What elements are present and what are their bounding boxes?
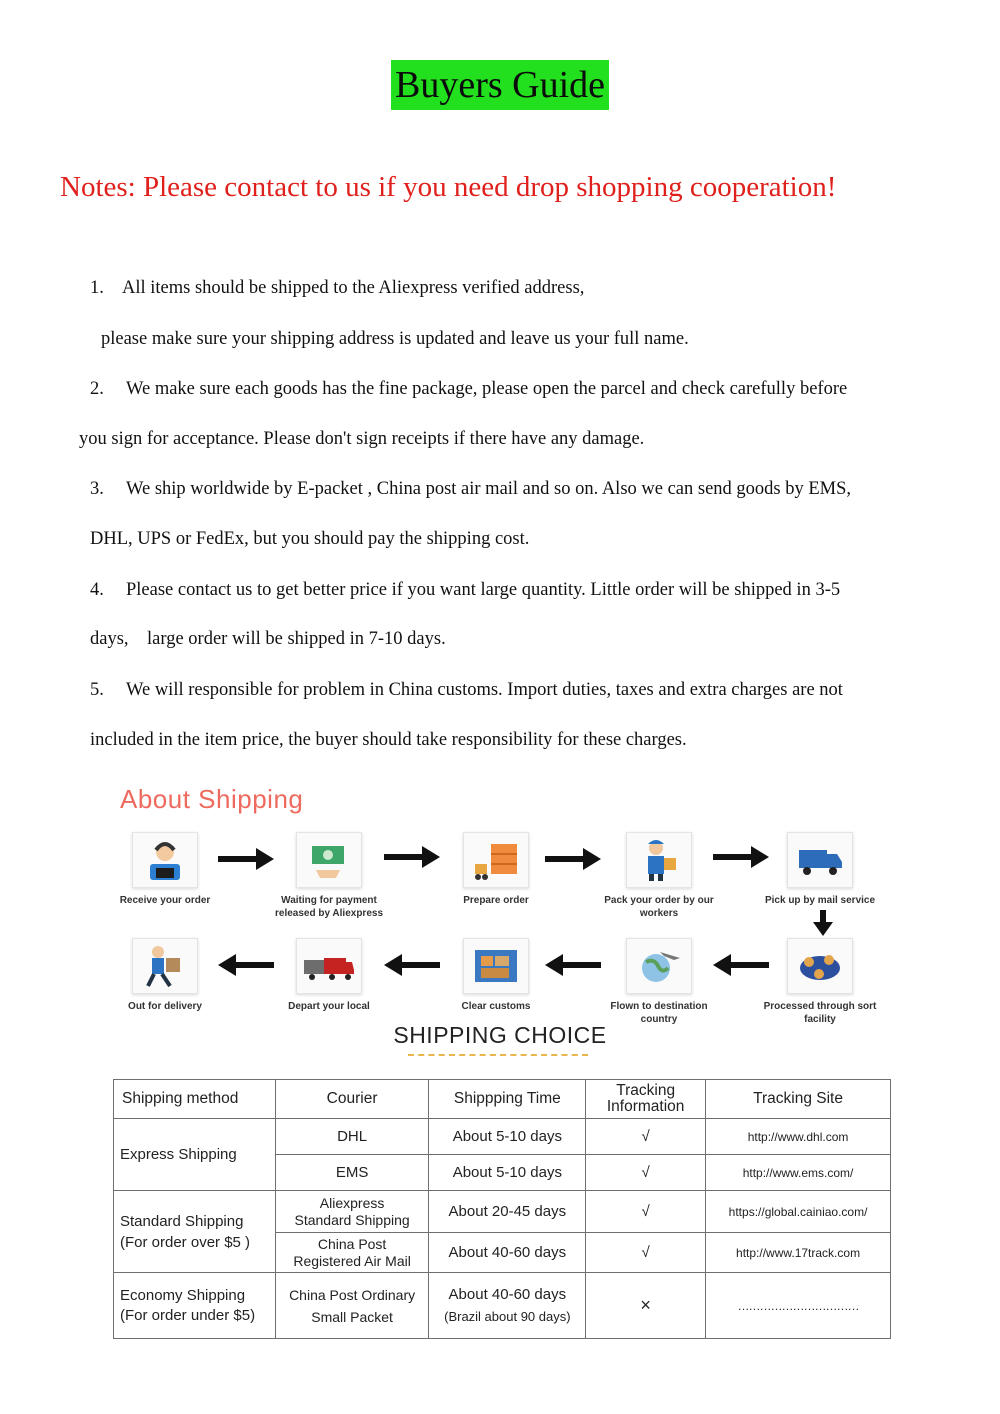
step-caption: Clear customs — [461, 1001, 531, 1012]
step-caption: Out for delivery — [128, 1001, 202, 1012]
arrow-left-icon — [713, 954, 769, 976]
guide-line: DHL, UPS or FedEx, but you should pay the shipping cost. — [90, 529, 530, 549]
guide-text: We make sure each goods has the fine package, please open the parcel and check carefully before — [126, 379, 848, 399]
step-depart-local — [264, 938, 394, 1013]
page-title: Buyers Guide — [391, 60, 609, 110]
method-express: Express Shipping — [114, 1119, 276, 1191]
globe-plane-icon — [626, 938, 692, 994]
guide-text: We will responsible for problem in China customs. Import duties, taxes and extra charges are not — [126, 680, 843, 700]
shipping-choice-heading: SHIPPING CHOICE — [393, 1022, 607, 1048]
method-line: (For order under $5) — [120, 1306, 256, 1324]
table-row — [114, 1119, 891, 1155]
time-cell: About 5-10 days — [429, 1155, 586, 1191]
step-clear-customs — [431, 938, 561, 1013]
arrow-right-icon — [545, 848, 601, 870]
step-flown — [594, 938, 724, 1026]
customer-service-icon — [132, 832, 198, 888]
step-caption: Receive your order — [119, 895, 211, 906]
courier-line: China Post Ordinary — [289, 1286, 416, 1303]
arrow-right-icon — [713, 846, 769, 868]
step-processed — [755, 938, 885, 1026]
delivery-man-icon — [132, 938, 198, 994]
tracking-cell: √ — [586, 1191, 706, 1233]
container-icon — [463, 938, 529, 994]
header-tracking-site: Tracking Site — [706, 1080, 891, 1119]
courier-cell — [275, 1233, 429, 1273]
step-receive-order — [100, 832, 230, 907]
guide-line: days, large order will be shipped in 7-10 days. — [90, 629, 446, 649]
truck-icon — [787, 832, 853, 888]
site-cell[interactable]: http://www.dhl.com — [706, 1119, 891, 1155]
step-caption: Processed through sort facility — [763, 1001, 877, 1025]
courier-line: China Post — [317, 1235, 387, 1252]
tracking-cell: √ — [586, 1119, 706, 1155]
method-economy — [114, 1273, 276, 1339]
step-caption: Pick up by mail service — [764, 895, 876, 906]
method-line: Standard Shipping — [120, 1212, 244, 1230]
arrow-left-icon — [218, 954, 274, 976]
time-cell: About 20-45 days — [429, 1191, 586, 1233]
courier-line: Small Packet — [311, 1308, 393, 1325]
guide-line: you sign for acceptance. Please don't sign receipts if there have any damage. — [79, 429, 645, 449]
table-header-row — [114, 1080, 891, 1119]
site-cell: …………………………… — [706, 1273, 891, 1339]
step-caption: Flown to destination country — [610, 1001, 708, 1025]
courier-line: Standard Shipping — [294, 1211, 410, 1228]
time-cell: About 5-10 days — [429, 1119, 586, 1155]
guide-item-3 — [90, 477, 851, 501]
shipping-table — [113, 1079, 891, 1339]
site-cell[interactable]: https://global.cainiao.com/ — [706, 1191, 891, 1233]
tracking-cell: × — [586, 1273, 706, 1339]
arrow-right-icon — [218, 848, 274, 870]
step-pickup — [755, 832, 885, 907]
arrow-right-icon — [384, 846, 440, 868]
header-tracking-info — [586, 1080, 706, 1119]
time-line: (Brazil about 90 days) — [444, 1308, 571, 1324]
guide-number: 5. — [90, 680, 104, 700]
method-standard — [114, 1191, 276, 1273]
time-cell: About 40-60 days — [429, 1233, 586, 1273]
header-shipping-time: Shippping Time — [429, 1080, 586, 1119]
courier-cell: EMS — [275, 1155, 429, 1191]
method-line: (For order over $5 ) — [120, 1233, 251, 1251]
step-caption: Prepare order — [463, 895, 529, 906]
worker-icon — [626, 832, 692, 888]
guide-item-5 — [90, 678, 843, 702]
guide-number: 2. — [90, 379, 104, 399]
site-cell[interactable]: http://www.ems.com/ — [706, 1155, 891, 1191]
title-wrap — [0, 60, 1000, 110]
guide-number: 3. — [90, 479, 104, 499]
time-cell — [429, 1273, 586, 1339]
trucks-icon — [296, 938, 362, 994]
payment-icon — [296, 832, 362, 888]
header-tracking-line-2: Information — [606, 1098, 685, 1115]
step-pack-order — [594, 832, 724, 920]
courier-line: Aliexpress — [319, 1194, 385, 1211]
sorting-icon — [787, 938, 853, 994]
arrow-left-icon — [545, 954, 601, 976]
guide-number: 1. — [90, 278, 104, 298]
guide-line: please make sure your shipping address is updated and leave us your full name. — [101, 329, 689, 349]
step-caption: Depart your local — [288, 1001, 370, 1012]
notes-text: Notes: Please contact to us if you need drop shopping cooperation! — [60, 171, 837, 203]
divider — [408, 1054, 588, 1056]
header-shipping-method: Shipping method — [114, 1080, 276, 1119]
guide-text: Please contact us to get better price if you want large quantity. Little order will be shipped in 3-5 — [126, 580, 841, 600]
guide-item-4 — [90, 578, 840, 602]
time-line: About 40-60 days — [448, 1285, 567, 1303]
step-caption: Waiting for payment released by Aliexpress — [274, 895, 384, 919]
courier-cell — [275, 1191, 429, 1233]
guide-text: We ship worldwide by E-packet , China post air mail and so on. Also we can send goods by EMS, — [126, 479, 852, 499]
header-tracking-line-1: Tracking — [616, 1082, 676, 1099]
tracking-cell: √ — [586, 1233, 706, 1273]
step-out-for-delivery — [100, 938, 230, 1013]
method-line: Economy Shipping — [120, 1286, 246, 1304]
arrow-left-icon — [384, 954, 440, 976]
courier-line: Registered Air Mail — [293, 1252, 411, 1269]
guide-item-1 — [90, 276, 584, 300]
arrow-down-icon — [813, 910, 833, 936]
about-shipping-title: About Shipping — [120, 784, 304, 814]
step-waiting-payment — [264, 832, 394, 920]
table-row — [114, 1191, 891, 1233]
guide-item-2 — [90, 377, 847, 401]
guide-text: All items should be shipped to the Aliexpress verified address, — [122, 278, 585, 298]
guide-line: included in the item price, the buyer should take responsibility for these charges. — [90, 730, 687, 750]
step-prepare-order — [431, 832, 561, 907]
table-row — [114, 1273, 891, 1339]
header-courier: Courier — [275, 1080, 429, 1119]
step-caption: Pack your order by our workers — [604, 895, 714, 919]
tracking-cell: √ — [586, 1155, 706, 1191]
warehouse-icon — [463, 832, 529, 888]
site-cell[interactable]: http://www.17track.com — [706, 1233, 891, 1273]
courier-cell: DHL — [275, 1119, 429, 1155]
courier-cell — [275, 1273, 429, 1339]
guide-number: 4. — [90, 580, 104, 600]
